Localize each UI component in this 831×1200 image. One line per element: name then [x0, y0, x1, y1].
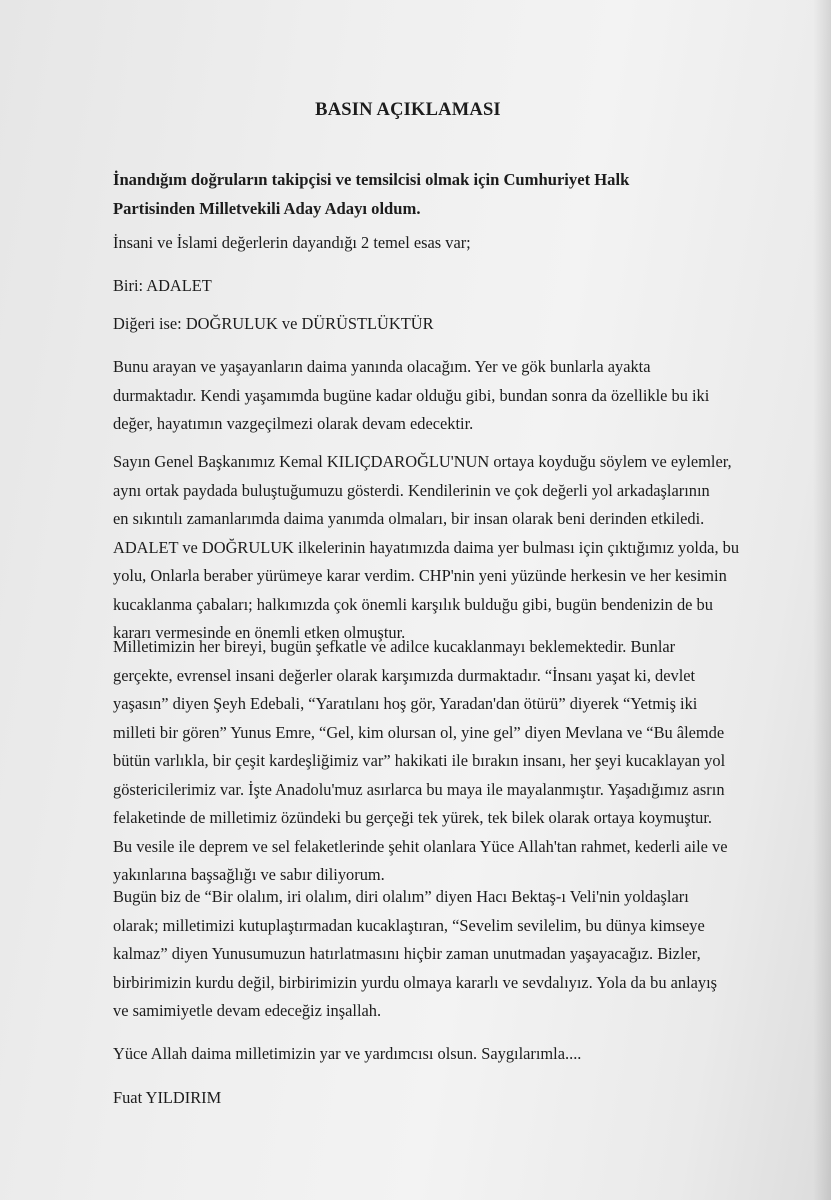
signature-name: Fuat YILDIRIM	[113, 1088, 222, 1107]
document-title: BASIN AÇIKLAMASI	[315, 100, 501, 120]
text-line: kucaklanma çabaları; halkımızda çok önemli karşılık bulduğu gibi, bugün bendenizin de bu	[113, 594, 713, 614]
text-line: yolu, Onlarla beraber yürümeye karar verdim. CHP'nin yeni yüzünde herkesin ve her kesimin	[113, 566, 727, 585]
text-line: Diğeri ise: DOĞRULUK ve DÜRÜSTLÜKTÜR	[113, 314, 434, 333]
text-line: Biri: ADALET	[113, 276, 212, 295]
text-line: milleti bir gören” Yunus Emre, “Gel, kim olursan ol, yine gel” diyen Mevlana ve “Bu âlemde	[113, 722, 725, 742]
text-line: ve samimiyetle devam edeceğiz inşallah.	[113, 1001, 382, 1020]
paragraph-values	[113, 229, 471, 258]
text-line: aynı ortak paydada buluştuğumuzu gösterdi. Kendilerinin ve çok değerli yol arkadaşlarının	[113, 480, 710, 500]
text-line: Yüce Allah daima milletimizin yar ve yardımcısı olsun. Saygılarımla....	[113, 1044, 582, 1063]
text-line: Partisinden Milletvekili Aday Adayı oldum.	[113, 198, 421, 218]
text-line: göstericilerimiz var. İşte Anadolu'muz asırlarca bu maya ile mayalanmıştır. Yaşadığımız asrın	[113, 779, 725, 799]
text-line: Milletimizin her bireyi, bugün şefkatle ve adilce kucaklanmayı beklemektedir. Bunlar	[113, 637, 676, 656]
text-line: bütün varlıkla, bir çeşit kardeşliğimiz var” hakikati ile bırakın insanı, her şeyi kucaklayan yol	[113, 751, 726, 770]
text-line: Bu vesile ile deprem ve sel felaketlerinde şehit olanlara Yüce Allah'tan rahmet, kederli aile ve	[113, 836, 728, 856]
text-line: kararı vermesinde en önemli etken olmuştur.	[113, 623, 406, 642]
text-line: gerçekte, evrensel insani değerler olarak karşımızda durmaktadır. “İnsanı yaşat ki, devlet	[113, 665, 696, 685]
text-line: yaşasın” diyen Şeyh Edebali, “Yaratılanı hoş gör, Yaradan'dan ötürü” diyerek “Yetmiş iki	[113, 694, 698, 713]
text-line: ADALET ve DOĞRULUK ilkelerinin hayatımızda daima yer bulması için çıktığımız yolda, bu	[113, 537, 740, 557]
paragraph-first-value	[113, 272, 212, 301]
text-line: kalmaz” diyen Yunusumuzun hatırlatmasını hiçbir zaman unutmadan yaşayacağız. Bizler,	[113, 944, 701, 963]
text-line: durmaktadır. Kendi yaşamımda bugüne kadar olduğu gibi, bundan sonra da özellikle bu iki	[113, 385, 710, 405]
text-line: değer, hayatımın vazgeçilmezi olarak devam edecektir.	[113, 414, 474, 433]
text-line: Bunu arayan ve yaşayanların daima yanında olacağım. Yer ve gök bunlarla ayakta	[113, 357, 651, 376]
text-line: İnsani ve İslami değerlerin dayandığı 2 temel esas var;	[113, 233, 471, 252]
text-line: Sayın Genel Başkanımız Kemal KILIÇDAROĞLU'NUN ortaya koyduğu söylem ve eylemler,	[113, 452, 732, 471]
text-line: en sıkıntılı zamanlarımda daima yanımda olmaları, bir insan olarak beni derinden etkiledi.	[113, 509, 705, 528]
paragraph-nation	[113, 633, 727, 890]
paragraph-commitment	[113, 353, 709, 439]
paragraph-party-leader	[113, 448, 739, 648]
text-line: felaketinde de milletimiz özündeki bu gerçeği tek yürek, tek bilek olarak ortaya koymuştur.	[113, 808, 712, 827]
text-line: olarak; milletimizi kutuplaştırmadan kucaklaştıran, “Sevelim sevilelim, bu dünya kimseye	[113, 915, 705, 935]
paragraph-second-value	[113, 310, 434, 339]
paragraph-today	[113, 883, 717, 1026]
text-line: İnandığım doğruların takipçisi ve temsilcisi olmak için Cumhuriyet Halk	[113, 170, 630, 189]
intro-paragraph	[113, 166, 629, 223]
text-line: birbirimizin kurdu değil, birbirimizin yurdu olmaya kararlı ve sevdalıyız. Yola da bu anlayış	[113, 972, 718, 992]
paragraph-closing	[113, 1040, 581, 1069]
text-line: Bugün biz de “Bir olalım, iri olalım, diri olalım” diyen Hacı Bektaş-ı Veli'nin yoldaşları	[113, 887, 689, 906]
signature	[113, 1084, 221, 1113]
text-line: yakınlarına başsağlığı ve sabır diliyorum.	[113, 865, 385, 884]
